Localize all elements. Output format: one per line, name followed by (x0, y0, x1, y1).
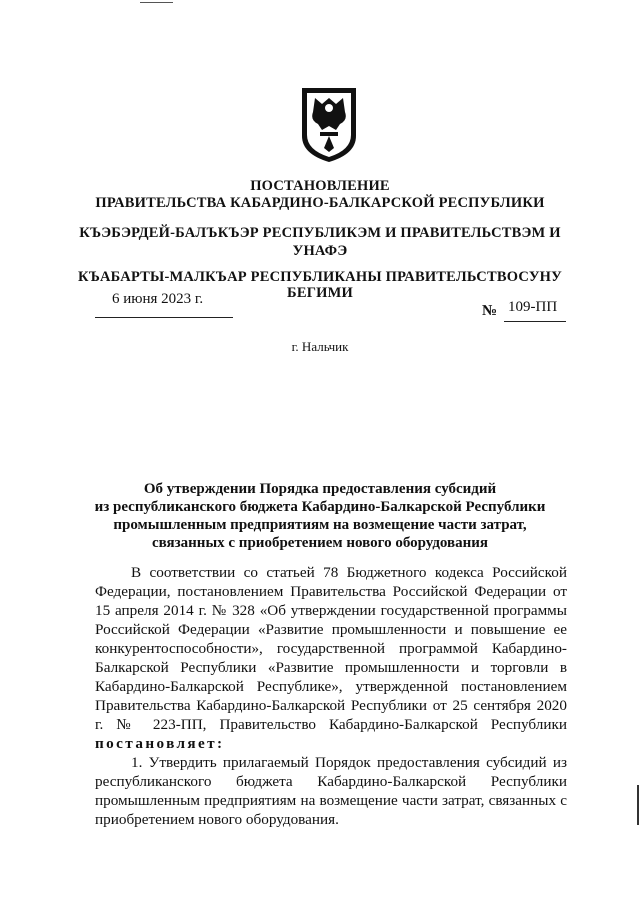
document-number: 109-ПП (508, 299, 558, 315)
authority-name-kabardian-line1: КЪЭБЭРДЕЙ-БАЛЪКЪЭР РЕСПУБЛИКЭМ И ПРАВИТЕЛЬСТВЭМ И (79, 225, 561, 241)
doc-title-line2: из республиканского бюджета Кабардино-Балкарской Республики (94, 499, 546, 515)
doc-title-line4: связанных с приобретением нового оборудования (151, 535, 489, 551)
doc-title-line1: Об утверждении Порядка предоставления субсидий (143, 481, 497, 497)
city: г. Нальчик (291, 339, 349, 354)
scan-edge-mark (637, 785, 639, 825)
preamble-paragraph (95, 563, 567, 753)
document-type-title: ПОСТАНОВЛЕНИЕ (250, 178, 390, 194)
resolves-keyword: постановляет: (95, 735, 225, 752)
item-1-paragraph: 1. Утвердить прилагаемый Порядок предоставления субсидий из республиканского бюджета Кабардино-Балкарской Республики промышленным предприятиям на возмещение части затрат, связанных с приобретением нового оборудования. (95, 754, 567, 828)
coat-of-arms-emblem (298, 84, 360, 164)
authority-name-ru: ПРАВИТЕЛЬСТВА КАБАРДИНО-БАЛКАРСКОЙ РЕСПУБЛИКИ (95, 195, 545, 211)
number-label: № (482, 303, 498, 319)
authority-name-karachay-balkar-line1: КЪАБАРТЫ-МАЛКЪАР РЕСПУБЛИКАНЫ ПРАВИТЕЛЬСТВОСУНУ (78, 269, 562, 285)
doc-title-line3: промышленным предприятиям на возмещение части затрат, (113, 517, 527, 533)
top-mark (140, 2, 173, 3)
date-underline (95, 317, 233, 318)
document-body (95, 563, 567, 829)
preamble-text: В соответствии со статьей 78 Бюджетного кодекса Российской Федерации, постановлением Правительства Российской Федерации от 15 апреля 2014 г. № 328 «Об утверждении государственной программы Российской Федерации «Развитие промышленности и повышение ее конкурентоспособности», государственной программой Кабардино-Балкарской Республики «Развитие промышленности и торговли в Кабардино-Балкарской Республике», утвержденной постановлением Правительства Кабардино-Балкарской Республики от 25 сентября 2020 г. № 223-ПП, Правительство Кабардино-Балкарской Республики (95, 564, 567, 733)
authority-name-karachay-balkar-line2: БЕГИМИ (287, 285, 353, 301)
number-underline (504, 321, 566, 322)
authority-name-kabardian-line2: УНАФЭ (292, 243, 348, 259)
document-date: 6 июня 2023 г. (112, 291, 204, 307)
